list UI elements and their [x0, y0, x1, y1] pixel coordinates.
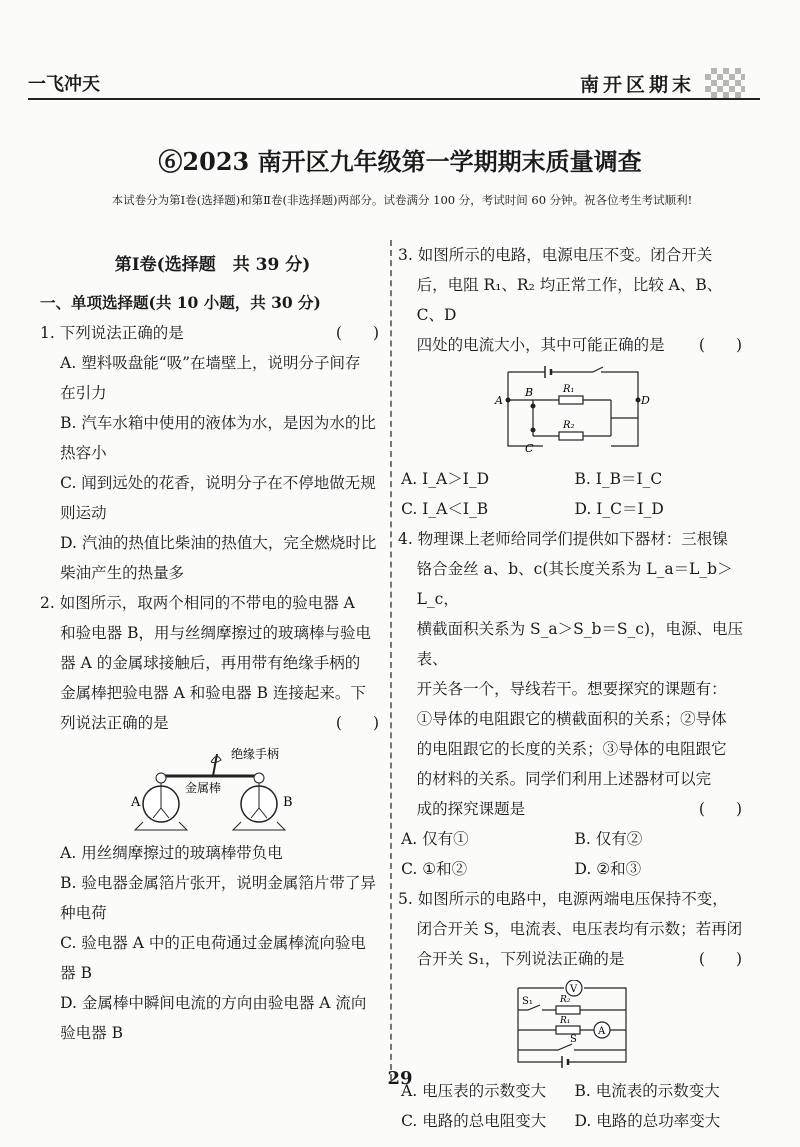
fig-r2-label: R₂ — [560, 995, 571, 1005]
q2-stem-3: 器 A 的金属球接触后，再用带有绝缘手柄的 — [60, 654, 361, 672]
fig-b-label: B — [282, 795, 293, 810]
q4-options-row-2 — [398, 854, 748, 884]
q4-option-b: B. 仅有② — [574, 830, 643, 848]
fig-a-label: A — [130, 795, 140, 810]
q4-answer-bracket: ( ) — [698, 800, 742, 818]
q4-stem-8: 成的探究课题是 — [416, 800, 526, 818]
fig-r1-label: R₁ — [563, 384, 575, 395]
left-column — [40, 250, 385, 1048]
q1-option-a-cont: 在引力 — [60, 384, 107, 402]
q5-option-b: B. 电流表的示数变大 — [574, 1082, 720, 1100]
q2-option-d-cont: 验电器 B — [60, 1024, 123, 1042]
q2-stem-5: 列说法正确的是 — [60, 714, 169, 732]
header-brand: 一飞冲天 — [28, 74, 100, 95]
q1-stem: 1. 下列说法正确的是 — [40, 324, 184, 342]
header-rule — [28, 98, 760, 100]
q4-stem-1: 4. 物理课上老师给同学们提供如下器材：三根镍 — [398, 530, 728, 548]
q3-option-c: C. I_A＜I_B — [401, 500, 489, 518]
q2-stem-2: 和验电器 B，用与丝绸摩擦过的玻璃棒与验电 — [60, 624, 371, 642]
fig-rod-label: 金属棒 — [184, 781, 221, 795]
q5-answer-bracket: ( ) — [698, 950, 742, 968]
page-number: 29 — [387, 1068, 413, 1089]
q4-stem-7: 的材料的关系。同学们利用上述器材可以完 — [416, 770, 712, 788]
fig-r2-label: R₂ — [563, 420, 575, 431]
fig-voltmeter-label: V — [570, 984, 578, 995]
q1-option-b: B. 汽车水箱中使用的液体为水，是因为水的比 — [60, 414, 376, 432]
q3-option-a: A. I_A＞I_D — [401, 470, 490, 488]
q4-option-d: D. ②和③ — [574, 860, 642, 878]
q2-answer-bracket: ( ) — [335, 714, 379, 732]
q1-option-a: A. 塑料吸盘能“吸”在墙壁上，说明分子间存 — [60, 354, 361, 372]
q5-stem-2: 闭合开关 S，电流表、电压表均有示数；若再闭 — [416, 920, 743, 938]
q4-option-a: A. 仅有① — [401, 830, 469, 848]
q4-stem-4: 开关各一个，导线若干。想要探究的课题有： — [416, 680, 727, 698]
header-section: 南开区期末 — [580, 74, 696, 96]
q1-option-c-cont: 则运动 — [60, 504, 107, 522]
question-3 — [398, 240, 748, 524]
fig-ammeter-label: A — [598, 1026, 606, 1037]
page-title: ⑥2023 南开区九年级第一学期期末质量调查 — [158, 147, 642, 176]
q1-answer-bracket: ( ) — [335, 324, 379, 342]
q2-option-a: A. 用丝绸摩擦过的玻璃棒带负电 — [60, 844, 283, 862]
q4-stem-3: 横截面积关系为 S_a＞S_b＝S_c)，电源、电压表、 — [416, 620, 744, 668]
q5-option-c: C. 电路的总电阻变大 — [401, 1112, 547, 1130]
q3-stem-1: 3. 如图所示的电路，电源电压不变。闭合开关 — [398, 246, 713, 264]
q1-option-c: C. 闻到远处的花香，说明分子在不停地做无规 — [60, 474, 376, 492]
q2-option-c-cont: 器 B — [60, 964, 92, 982]
exam-instructions: 本试卷分为第Ⅰ卷(选择题)和第Ⅱ卷(非选择题)两部分。试卷满分 100 分，考试时间 60 分钟。祝各位考生考试顺利! — [111, 193, 693, 207]
q1-option-d: D. 汽油的热值比柴油的热值大，完全燃烧时比 — [60, 534, 377, 552]
q2-stem-4: 金属棒把验电器 A 和验电器 B 连接起来。下 — [60, 684, 366, 702]
fig-r1-label: R₁ — [560, 1016, 571, 1026]
q5-option-d: D. 电路的总功率变大 — [574, 1112, 721, 1130]
q3-option-b: B. I_B＝I_C — [574, 470, 663, 488]
question-1 — [40, 318, 385, 588]
q3-options-row-1 — [398, 464, 748, 494]
question-2 — [40, 588, 385, 1048]
fig-node-a: A — [495, 394, 503, 407]
q1-option-b-cont: 热容小 — [60, 444, 107, 462]
q5-stem-1: 5. 如图所示的电路中，电源两端电压保持不变， — [398, 890, 728, 908]
question-4 — [398, 524, 748, 884]
fig-node-b: B — [525, 386, 534, 399]
q2-option-b-cont: 种电荷 — [60, 904, 107, 922]
q3-options-row-2 — [398, 494, 748, 524]
q5-option-a: A. 电压表的示数变大 — [401, 1082, 547, 1100]
q3-stem-3: 四处的电流大小，其中可能正确的是 — [416, 336, 665, 354]
part-heading: 一、单项选择题(共 10 小题，共 30 分) — [40, 293, 321, 312]
fig-node-c: C — [525, 442, 534, 455]
fig-node-d: D — [641, 394, 650, 407]
q5-options-row-2 — [398, 1106, 748, 1136]
fig-s1-label: S₁ — [522, 996, 533, 1007]
q2-option-b: B. 验电器金属箔片张开，说明金属箔片带了异 — [60, 874, 376, 892]
q2-option-d: D. 金属棒中瞬间电流的方向由验电器 A 流向 — [60, 994, 367, 1012]
q4-options-row-1 — [398, 824, 748, 854]
meter-circuit-figure — [508, 980, 638, 1070]
q4-option-c: C. ①和② — [401, 860, 468, 878]
fig-s-label: S — [570, 1034, 577, 1045]
question-5 — [398, 884, 748, 1136]
q4-stem-2: 铬合金丝 a、b、c(其长度关系为 L_a＝L_b＞L_c， — [416, 560, 733, 608]
q2-stem-1: 2. 如图所示，取两个相同的不带电的验电器 A — [40, 594, 355, 612]
q3-answer-bracket: ( ) — [698, 336, 742, 354]
q3-option-d: D. I_C＝I_D — [574, 500, 664, 518]
q4-stem-6: 的电阻跟它的长度的关系；③导体的电阻跟它 — [416, 740, 727, 758]
electroscope-figure — [113, 744, 313, 832]
q1-option-d-cont: 柴油产生的热量多 — [60, 564, 185, 582]
column-divider — [390, 240, 392, 1080]
header-decoration — [705, 68, 745, 98]
q2-option-c: C. 验电器 A 中的正电荷通过金属棒流向验电 — [60, 934, 366, 952]
fig-handle-label: 绝缘手柄 — [230, 747, 279, 761]
parallel-circuit-figure — [493, 366, 653, 458]
q5-stem-3: 合开关 S₁，下列说法正确的是 — [416, 950, 625, 968]
section-heading: 第Ⅰ卷(选择题 共 39 分) — [114, 255, 311, 275]
q3-stem-2: 后，电阻 R₁、R₂ 均正常工作，比较 A、B、C、D — [416, 276, 723, 324]
right-column — [398, 240, 748, 1136]
q4-stem-5: ①导体的电阻跟它的横截面积的关系；②导体 — [416, 710, 727, 728]
